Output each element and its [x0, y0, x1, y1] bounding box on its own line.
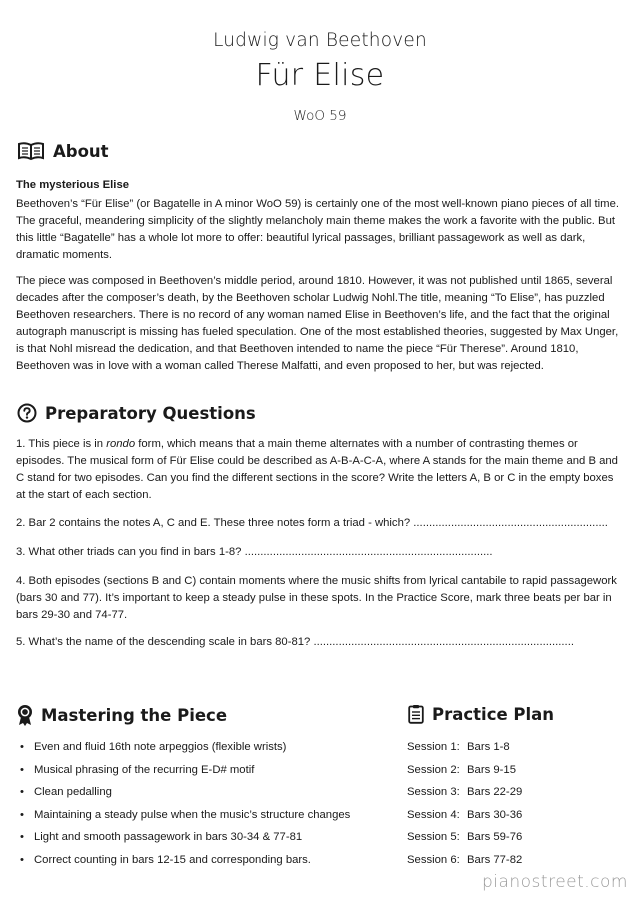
question-4 — [16, 573, 624, 624]
list-item: • Maintaining a steady pulse when the music’s structure changes — [16, 807, 386, 830]
plan-row — [407, 829, 607, 852]
about-paragraph-2: The piece was composed in Beethoven’s middle period, around 1810. However, it was not published until 1865, several decades after the composer’s death, by the Beethoven scholar Ludwig Nohl.The title, meaning “To Elise”, has puzzled Beethoven researchers. There is no record of any woman named Elise in Beethoven’s life, and the fact that the original autograph manuscript is missing has fueled speculation. One of the most established theories, suggested by Max Unger, is that Nohl misread the dedication, and that Beethoven intended to name the piece “Für Therese”. Around 1810, Beethoven was in love with a woman called Therese Malfatti, and even proposed to her, but was rejected. — [16, 275, 619, 372]
mastering-heading — [17, 704, 227, 726]
session-label: Session 6: — [407, 853, 460, 866]
session-label: Session 5: — [407, 831, 460, 843]
question-4-text: 4. Both episodes (sections B and C) contain moments where the music shifts from lyrical cantabile to rapid passagework (bars 30 and 77). It’s important to keep a steady pulse in these spots. In the Practice Score, mark three beats per bar in bars 29-30 and 74-77. — [16, 575, 617, 621]
session-bars: Bars 1-8 — [467, 741, 510, 753]
question-1 — [16, 436, 624, 504]
questions-heading-label: Preparatory Questions — [45, 403, 256, 423]
list-item: • Correct counting in bars 12-15 and corresponding bars. — [16, 852, 386, 875]
plan-row — [407, 852, 607, 875]
session-bars: Bars 9-15 — [467, 763, 516, 776]
session-bars: Bars 59-76 — [467, 831, 523, 843]
session-label: Session 3: — [407, 786, 460, 798]
clipboard-icon — [408, 704, 424, 724]
session-label: Session 1: — [407, 741, 460, 753]
question-1-emphasis: rondo — [106, 438, 136, 450]
question-3 — [16, 544, 624, 561]
question-5 — [16, 634, 624, 651]
plan-row — [407, 807, 607, 830]
mastering-heading-label: Mastering the Piece — [41, 705, 228, 725]
session-label: Session 2: — [407, 763, 460, 776]
about-heading-label: About — [53, 141, 109, 161]
mastering-list — [16, 739, 386, 874]
question-5-text: 5. What’s the name of the descending scale in bars 80-81? ................................................................................... — [16, 636, 574, 648]
list-item: • Light and smooth passagework in bars 30-34 & 77-81 — [16, 829, 386, 852]
question-1-text-a: 1. This piece is in — [16, 438, 107, 450]
list-item: • Clean pedalling — [16, 784, 386, 807]
piece-title: Für Elise — [255, 58, 385, 93]
session-label: Session 4: — [407, 808, 460, 821]
plan-row — [407, 739, 607, 762]
question-2-text: 2. Bar 2 contains the notes A, C and E. These three notes form a triad - which? .............................................................. — [16, 517, 608, 529]
question-2 — [16, 515, 624, 532]
brand-watermark: pianostreet.com — [481, 872, 628, 892]
about-section — [16, 177, 626, 375]
plan-heading-label: Practice Plan — [432, 704, 555, 724]
plan-row — [407, 762, 607, 785]
questions-heading — [17, 403, 256, 423]
plan-heading — [408, 704, 554, 724]
about-heading — [17, 141, 109, 161]
list-item: • Even and fluid 16th note arpeggios (flexible wrists) — [16, 739, 386, 762]
award-medal-icon — [17, 704, 33, 726]
plan-row — [407, 784, 607, 807]
about-paragraph-1: Beethoven’s “Für Elise” (or Bagatelle in A minor WoO 59) is certainly one of the most well-known piano pieces of all time. The graceful, meandering simplicity of the slightly melancholy main theme makes the work a favorite with the public. But this little “Bagatelle” has a whole lot more to offer: beautiful lyrical passages, brilliant passagework as well as dark, dramatic moments. — [16, 198, 619, 261]
question-3-text: 3. What other triads can you find in bars 1-8? ............................................................................... — [16, 546, 493, 558]
composer-name: Ludwig van Beethoven — [213, 30, 427, 51]
book-icon — [17, 141, 45, 161]
session-bars: Bars 22-29 — [467, 786, 523, 798]
catalog-number: WoO 59 — [293, 108, 347, 124]
session-bars: Bars 30-36 — [467, 808, 523, 821]
list-item: • Musical phrasing of the recurring E-D# motif — [16, 762, 386, 785]
about-subheading: The mysterious Elise — [16, 179, 130, 191]
session-bars: Bars 77-82 — [467, 853, 523, 866]
question-circle-icon — [17, 403, 37, 423]
practice-plan-list — [407, 739, 607, 874]
question-1-text-b: form, which means that a main theme alternates with a number of contrasting themes or episodes. The musical form of Für Elise could be described as A-B-A-C-A, where A stands for the main theme and B and C stand for two episodes. Can you find the different sections in the score? Write the letters A, B or C in the empty boxes at the start of each section. — [16, 438, 618, 501]
